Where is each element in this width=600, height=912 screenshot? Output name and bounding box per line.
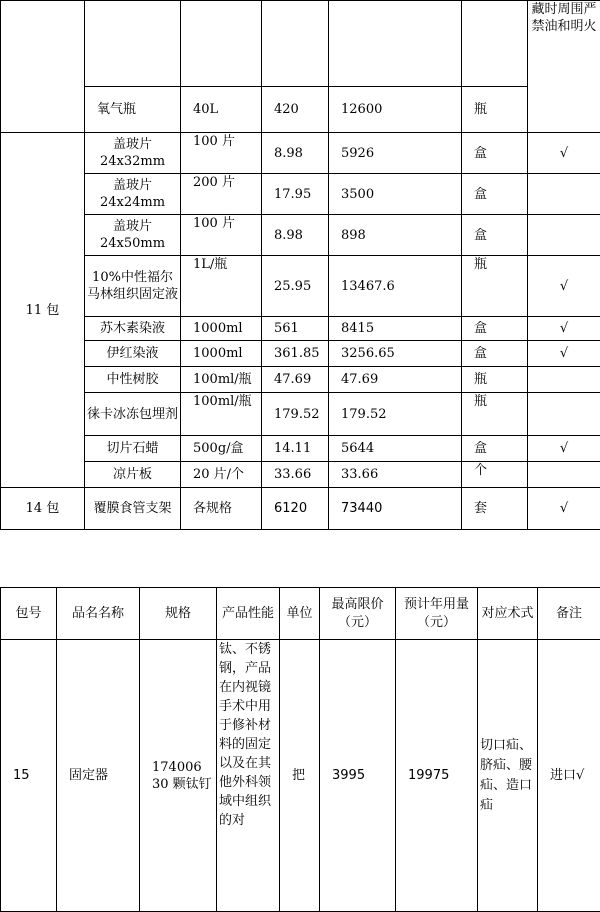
unit: 瓶 (462, 393, 528, 436)
header-name: 品名名称 (57, 588, 140, 640)
check-mark (528, 367, 600, 393)
table-row (1, 256, 600, 317)
note: 进口√ (538, 640, 600, 912)
table-row (1, 436, 600, 462)
storage-note-cell (528, 1, 600, 133)
total-amount: 47.69 (329, 367, 462, 393)
table-row (1, 87, 600, 133)
product-spec: 100 片 (181, 215, 262, 256)
table-row (1, 488, 600, 530)
procedure: 切口疝、脐疝、腰疝、造口疝 (478, 640, 538, 912)
check-mark: √ (528, 341, 600, 367)
header-performance: 产品性能 (217, 588, 280, 640)
check-mark (528, 215, 600, 256)
table-row (1, 640, 600, 912)
table-row (1, 317, 600, 341)
check-mark (528, 462, 600, 488)
unit: 套 (462, 488, 528, 530)
header-annual-usage: 预计年用量（元） (396, 588, 478, 640)
table-row (1, 174, 600, 215)
product-spec: 174006 30 颗钛钉 (140, 640, 217, 912)
total-amount: 898 (329, 215, 462, 256)
table-row (1, 1, 600, 87)
product-name: 固定器 (57, 640, 140, 912)
product-name: 盖玻片24x24mm (85, 174, 181, 215)
table-row (1, 133, 600, 174)
check-mark: √ (528, 317, 600, 341)
unit: 瓶 (462, 256, 528, 317)
check-mark: √ (528, 133, 600, 174)
header-package: 包号 (1, 588, 57, 640)
product-spec: 500g/盒 (181, 436, 262, 462)
total-amount: 5644 (329, 436, 462, 462)
product-name: 覆膜食管支架 (85, 488, 181, 530)
total-amount: 13467.6 (329, 256, 462, 317)
unit-price: 361.85 (262, 341, 329, 367)
unit: 瓶 (462, 367, 528, 393)
unit: 盒 (462, 317, 528, 341)
check-mark (528, 174, 600, 215)
product-spec: 1L/瓶 (181, 256, 262, 317)
total-amount: 3500 (329, 174, 462, 215)
product-performance: 钛、不锈钢，产品在内视镜手术中用于修补材料的固定以及在其他外科领域中组织的对 (217, 640, 280, 912)
total-amount: 8415 (329, 317, 462, 341)
check-mark: √ (528, 436, 600, 462)
table-row (1, 367, 600, 393)
product-name: 盖玻片24x32mm (85, 133, 181, 174)
annual-usage: 19975 (396, 640, 478, 912)
total-amount: 73440 (329, 488, 462, 530)
package-number: 15 (1, 640, 57, 912)
total-amount: 3256.65 (329, 341, 462, 367)
product-name: 中性树胶 (85, 367, 181, 393)
unit: 盒 (462, 133, 528, 174)
product-name: 盖玻片24x50mm (85, 215, 181, 256)
total-amount: 179.52 (329, 393, 462, 436)
check-mark: √ (528, 256, 600, 317)
total-amount: 33.66 (329, 462, 462, 488)
unit-price: 17.95 (262, 174, 329, 215)
unit: 盒 (462, 436, 528, 462)
unit: 盒 (462, 174, 528, 215)
max-price: 3995 (320, 640, 396, 912)
unit-price: 179.52 (262, 393, 329, 436)
header-procedure: 对应术式 (478, 588, 538, 640)
table-row (1, 462, 600, 488)
storage-note: 藏时周围严禁油和明火 (531, 2, 596, 34)
header-max-price: 最高限价（元） (320, 588, 396, 640)
unit-price: 33.66 (262, 462, 329, 488)
product-spec: 各规格 (181, 488, 262, 530)
material-table-lower (0, 587, 600, 912)
unit: 盒 (462, 341, 528, 367)
product-name: 凉片板 (85, 462, 181, 488)
product-spec: 100 片 (181, 133, 262, 174)
unit: 盒 (462, 215, 528, 256)
unit-price: 420 (262, 87, 329, 133)
check-mark (528, 393, 600, 436)
package-number: 14 包 (1, 488, 85, 530)
product-spec: 40L (181, 87, 262, 133)
product-spec: 1000ml (181, 341, 262, 367)
unit-price: 6120 (262, 488, 329, 530)
product-name: 10%中性福尔马林组织固定液 (85, 256, 181, 317)
table-row (1, 215, 600, 256)
header-spec: 规格 (140, 588, 217, 640)
unit: 把 (280, 640, 320, 912)
unit-price: 25.95 (262, 256, 329, 317)
product-spec: 100ml/瓶 (181, 367, 262, 393)
unit-price: 561 (262, 317, 329, 341)
product-spec: 100ml/瓶 (181, 393, 262, 436)
product-name: 切片石蜡 (85, 436, 181, 462)
product-spec: 20 片/个 (181, 462, 262, 488)
table-row (1, 393, 600, 436)
total-amount: 5926 (329, 133, 462, 174)
table-row (1, 341, 600, 367)
product-name: 氧气瓶 (85, 87, 181, 133)
product-name: 伊红染液 (85, 341, 181, 367)
product-name: 徕卡冰冻包埋剂 (85, 393, 181, 436)
unit-price: 47.69 (262, 367, 329, 393)
header-unit: 单位 (280, 588, 320, 640)
unit-price: 8.98 (262, 215, 329, 256)
unit-price: 14.11 (262, 436, 329, 462)
product-name: 苏木素染液 (85, 317, 181, 341)
unit: 瓶 (462, 87, 528, 133)
package-number: 11 包 (1, 133, 85, 488)
product-spec: 1000ml (181, 317, 262, 341)
unit: 个 (462, 462, 528, 488)
product-spec: 200 片 (181, 174, 262, 215)
header-row (1, 588, 600, 640)
check-mark: √ (528, 488, 600, 530)
header-note: 备注 (538, 588, 600, 640)
total-amount: 12600 (329, 87, 462, 133)
unit-price: 8.98 (262, 133, 329, 174)
